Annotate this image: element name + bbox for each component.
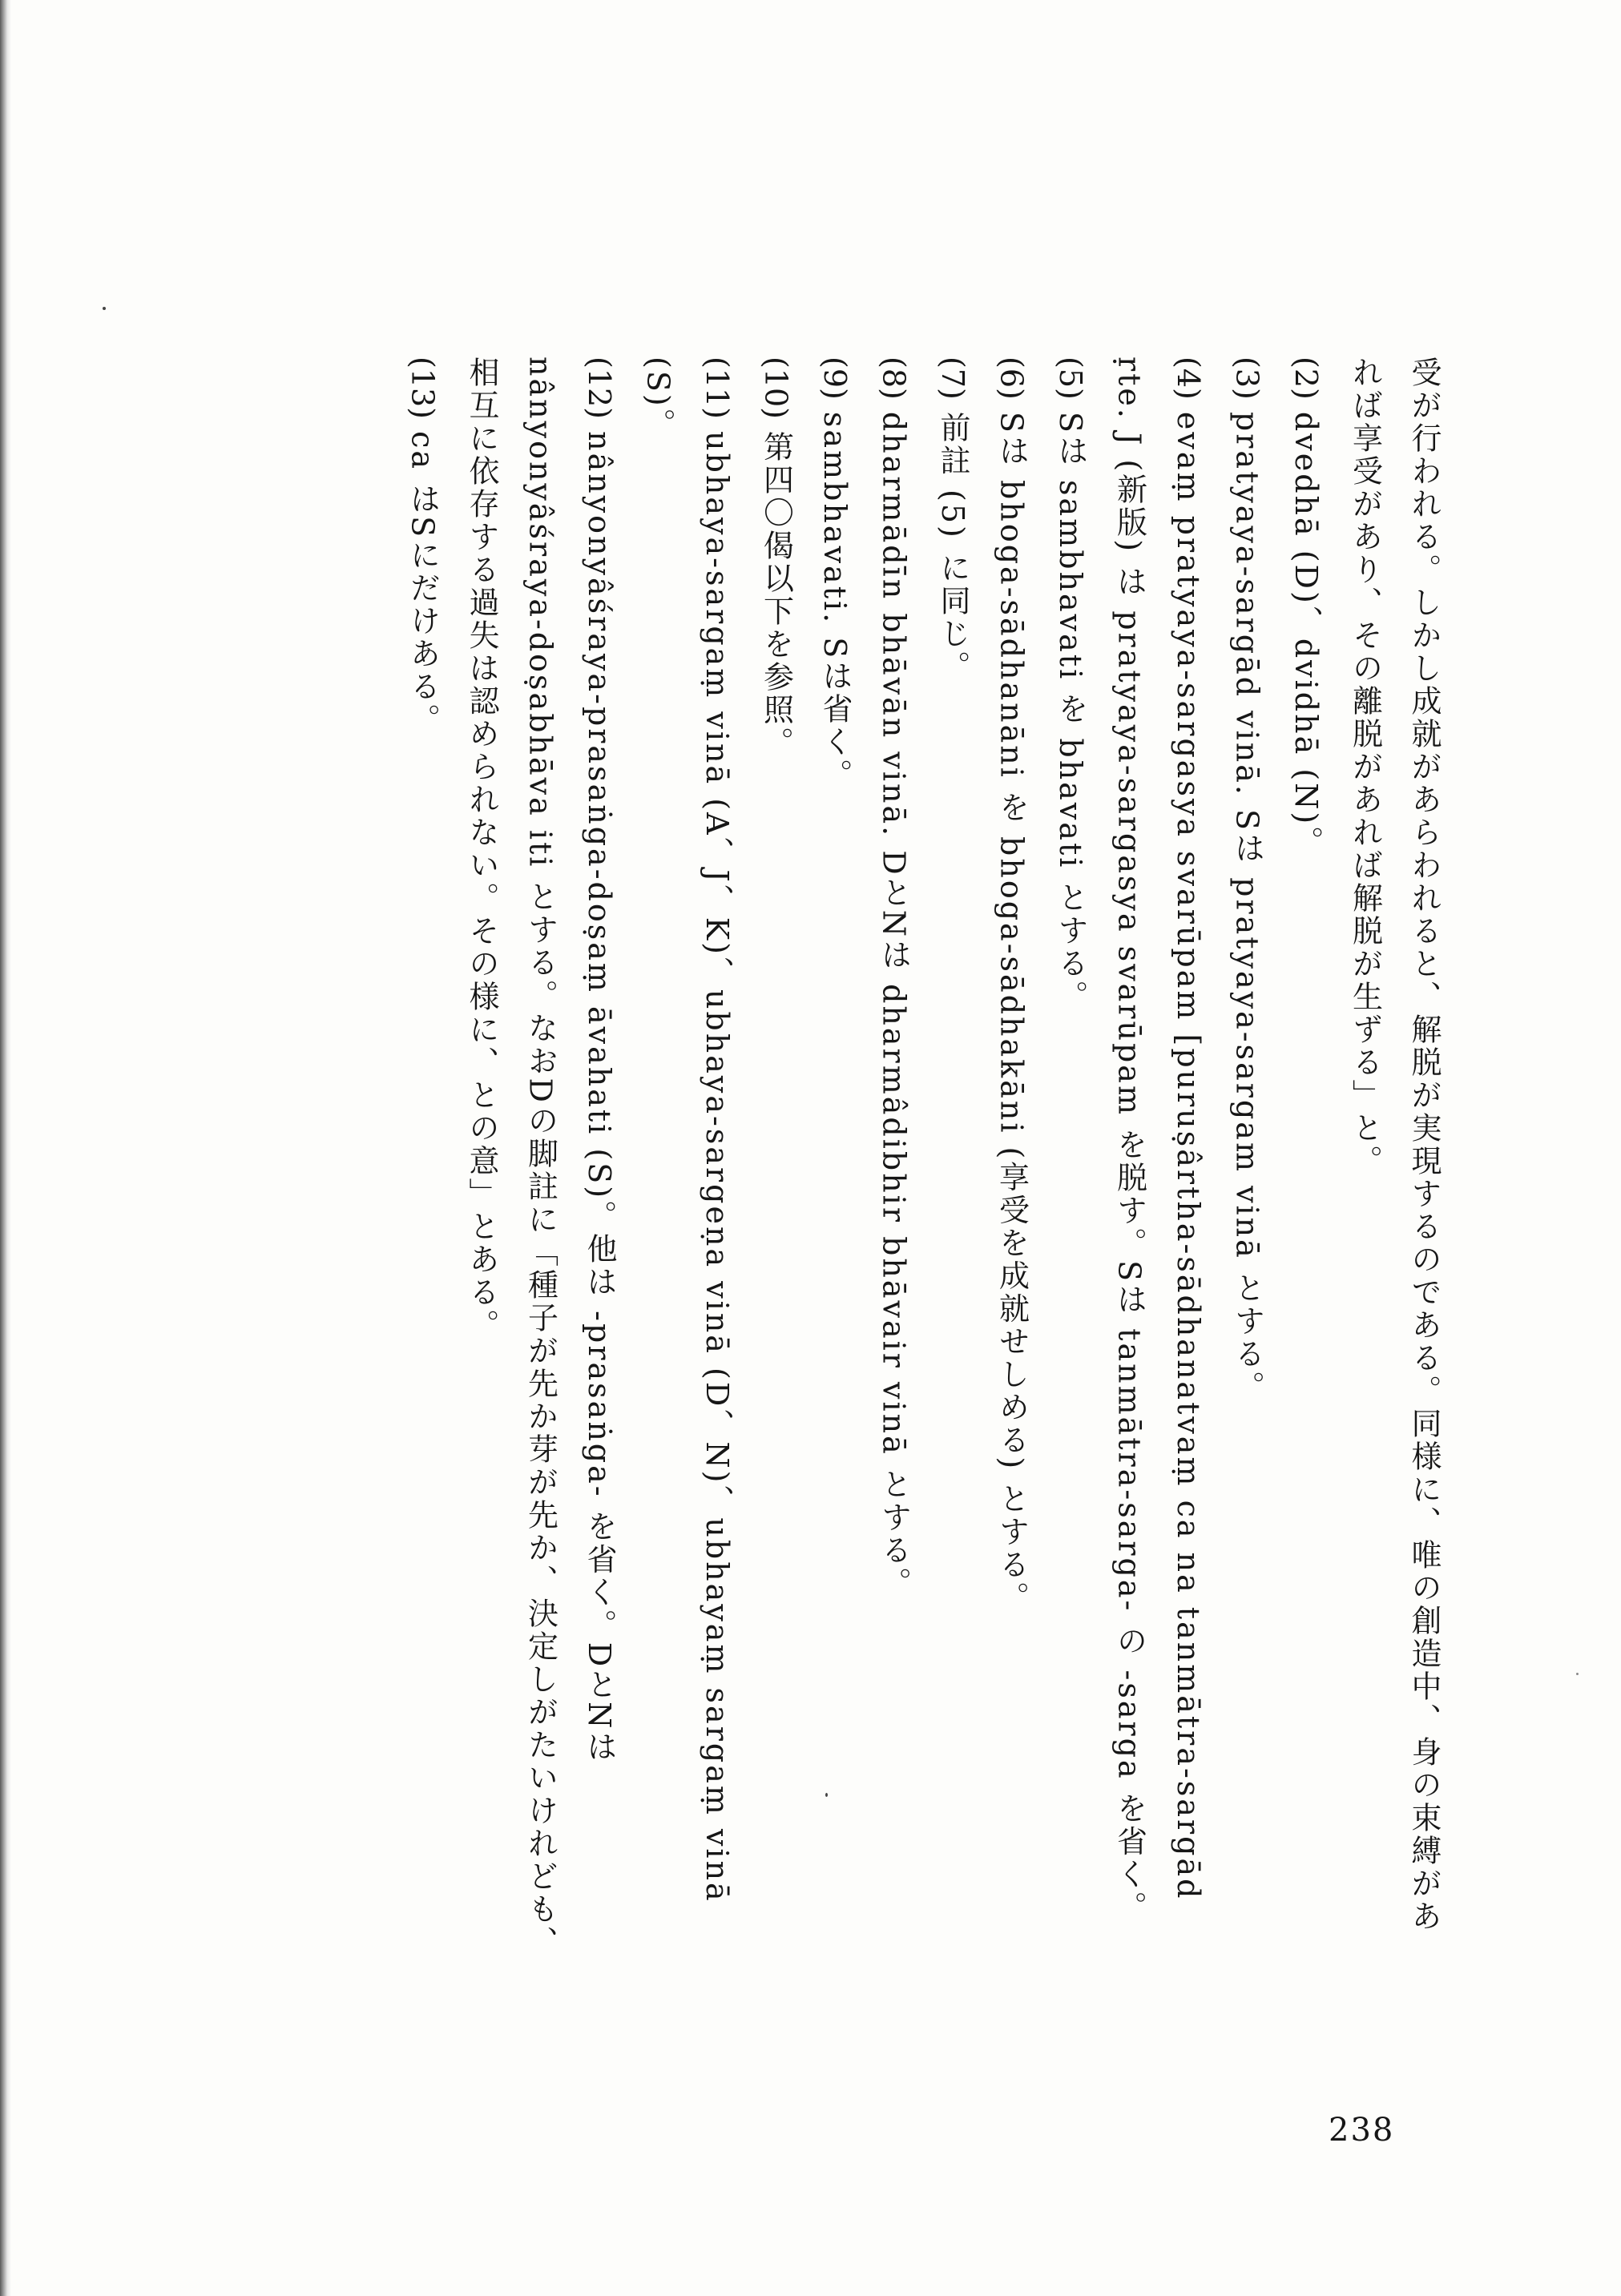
note-text: nânyonyâśraya-prasaṅga-doṣaṃ āvahati (S)。他は -prasaṅga- を省く。DとNは nânyonyâśraya-doṣabhāva iti とする。なおDの脚註に「種子が先か芽が先か、決定しがたいけれども、相互に依存する過失は認められない。その様に、との意」とある。 — [464, 356, 617, 1959]
note-number: (10) — [758, 356, 794, 420]
note-text: Sは sambhavati を bhavati とする。 — [1053, 411, 1088, 1013]
note-number: (6) — [994, 356, 1030, 400]
note-text: ca はSにだけある。 — [405, 431, 441, 737]
note-10 — [746, 356, 805, 1959]
note-number: (11) — [700, 356, 735, 420]
note-text: dharmādīn bhāvān vinā. DとNは dharmâdibhir bhāvair vinā とする。 — [876, 411, 912, 1600]
note-text: ubhaya-sargaṃ vinā (A、J、K)、ubhaya-sargeṇa vinā (D、N)、ubhayaṃ sargaṃ vinā (S)。 — [640, 356, 735, 1915]
note-text: pratyaya-sargād vinā. Sは pratyaya-sargam vinā とする。 — [1229, 411, 1265, 1404]
note-6 — [982, 356, 1041, 1959]
note-text: 受が行われる。しかし成就があらわれると、解脱が実現するのである。同様に、唯の創造中、身の束縛があれば享受があり、その離脱があれば解脱が生ずる」と。 — [1347, 356, 1442, 1933]
note-number: (3) — [1229, 356, 1265, 400]
note-2 — [1276, 356, 1336, 1959]
note-4 — [1099, 356, 1217, 1959]
note-text: evaṃ pratyaya-sargasya svarūpam [puruṣârtha-sādhanatvaṃ ca na tanmātra-sargād ṛte. J (新版) は pratyaya-sargasya svarūpam を脱す。Sは tanmātra-sarga- の -sarga を省く。 — [1111, 356, 1206, 1924]
note-number: (9) — [817, 356, 853, 400]
note-text: Sは bhoga-sādhanāni を bhoga-sādhakāni (享受を成就せしめる) とする。 — [994, 411, 1030, 1615]
note-text: dvedhā (D)、dvidhā (N)。 — [1288, 411, 1324, 860]
note-text: 前註 (5) に同じ。 — [935, 411, 970, 683]
note-number: (5) — [1053, 356, 1088, 400]
note-number: (12) — [582, 356, 617, 420]
note-9 — [805, 356, 865, 1959]
scan-edge — [0, 0, 11, 2296]
note-text: sambhavati. Sは省く。 — [817, 411, 853, 792]
note-8 — [864, 356, 923, 1959]
note-number: (13) — [405, 356, 441, 420]
note-number: (8) — [876, 356, 912, 400]
note-number: (7) — [935, 356, 970, 400]
note-text: 第四〇偈以下を参照。 — [758, 431, 794, 760]
note-12 — [452, 356, 629, 1959]
scan-speck — [103, 307, 106, 310]
note-number: (4) — [1171, 356, 1206, 400]
scan-speck — [1576, 1673, 1579, 1675]
note-5 — [1041, 356, 1100, 1959]
page-number: 238 — [1329, 2112, 1395, 2149]
note-3 — [1217, 356, 1276, 1959]
note-continuation — [1335, 356, 1453, 1959]
note-number: (2) — [1288, 356, 1324, 400]
note-11 — [628, 356, 746, 1959]
note-7 — [923, 356, 982, 1959]
footnotes-column — [393, 356, 1453, 1959]
note-13 — [393, 356, 452, 1959]
